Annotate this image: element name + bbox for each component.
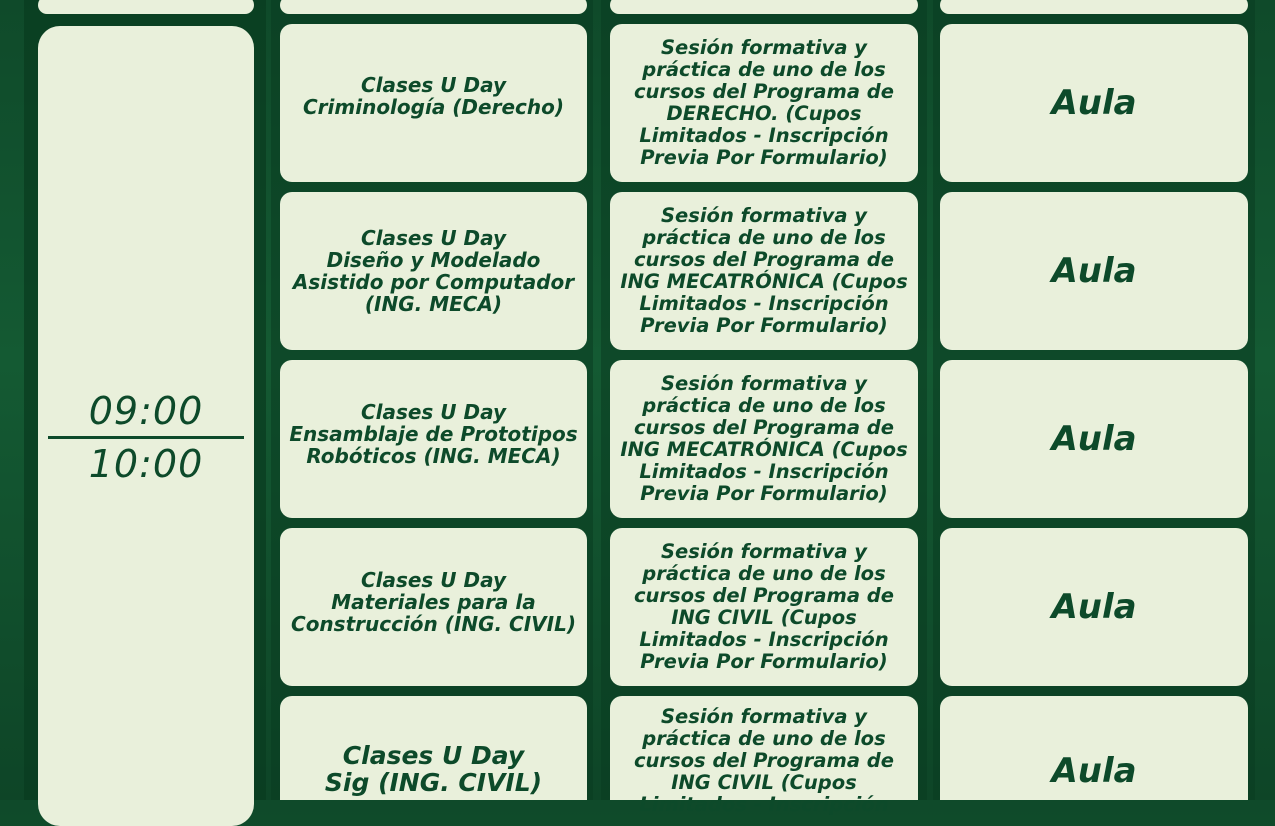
activity-description-cell [610,696,918,816]
description-line: ING CIVIL (Cupos [671,771,857,794]
description-line: Limitados - Inscripción [639,628,889,651]
activity-name-line: Clases U Day [342,741,525,770]
description-line: Sesión formativa y [661,204,867,227]
activity-name-line: (ING. MECA) [364,292,503,316]
description-line: Sesión formativa y [661,705,867,728]
description-line: Sesión formativa y [661,372,867,395]
description-line: Previa Por Formulario) [640,650,888,673]
start-time: 09:00 [88,389,204,433]
description-line: DERECHO. (Cupos [666,102,862,125]
activity-description-cell [610,528,918,686]
time-slot-cell [38,26,254,826]
description-line: práctica de uno de los [642,562,886,585]
previous-row-name-stub [280,0,587,14]
description-line: ING MECATRÓNICA (Cupos [620,270,908,293]
activity-name-cell [280,360,587,518]
description-line: cursos del Programa de [633,749,894,772]
description-line: Limitados - Inscripción [639,460,889,483]
activity-name-cell [280,24,587,182]
place-label: Aula [1051,419,1137,459]
activity-place-cell [940,192,1248,350]
activity-name-line: Sig (ING. CIVIL) [324,768,543,797]
description-line: Limitados - Inscripción [639,292,889,315]
place-label: Aula [1051,587,1137,627]
activity-name-line: Asistido por Computador [292,270,575,294]
place-label: Aula [1051,83,1137,123]
description-line: Sesión formativa y [661,36,867,59]
previous-row-place-stub [940,0,1248,14]
place-label: Aula [1051,251,1137,291]
activity-name-line: Clases U Day [360,568,507,592]
description-line: Limitados - Inscripción [639,124,889,147]
time-divider [48,436,244,439]
previous-row-time-stub [38,0,254,14]
activity-place-cell [940,528,1248,686]
description-line: cursos del Programa de [633,248,894,271]
activity-name-line: Clases U Day [360,226,507,250]
activity-place-cell [940,696,1248,800]
description-line: Sesión formativa y [661,540,867,563]
description-line: práctica de uno de los [642,394,886,417]
previous-row-description-stub [610,0,918,14]
activity-name-line: Clases U Day [360,73,507,97]
description-line: Previa Por Formulario) [640,146,888,169]
description-line: práctica de uno de los [642,727,886,750]
activity-name-line: Ensamblaje de Prototipos [289,422,578,446]
description-line: Previa Por Formulario) [640,314,888,337]
activity-name-cell [280,528,587,686]
description-line: cursos del Programa de [633,584,894,607]
description-line: ING CIVIL (Cupos [671,606,857,629]
activity-place-cell [940,360,1248,518]
description-line: Previa Por Formulario) [640,482,888,505]
description-line: cursos del Programa de [633,416,894,439]
activity-place-cell [940,24,1248,182]
description-line: Limitados - Inscripción [639,793,889,816]
description-line: práctica de uno de los [642,58,886,81]
description-line: práctica de uno de los [642,226,886,249]
activity-description-cell [610,24,918,182]
description-line: cursos del Programa de [633,80,894,103]
activity-name-line: Diseño y Modelado [326,248,541,272]
activity-name-line: Construcción (ING. CIVIL) [291,612,576,636]
activity-name-cell [280,696,587,800]
description-line: ING MECATRÓNICA (Cupos [620,438,908,461]
activity-name-line: Criminología (Derecho) [302,95,564,119]
place-label: Aula [1051,751,1137,791]
activity-name-line: Robóticos (ING. MECA) [306,444,561,468]
activity-description-cell [610,360,918,518]
activity-name-cell [280,192,587,350]
activity-name-line: Clases U Day [360,400,507,424]
activity-name-line: Materiales para la [331,590,536,614]
end-time: 10:00 [88,442,204,486]
activity-description-cell [610,192,918,350]
